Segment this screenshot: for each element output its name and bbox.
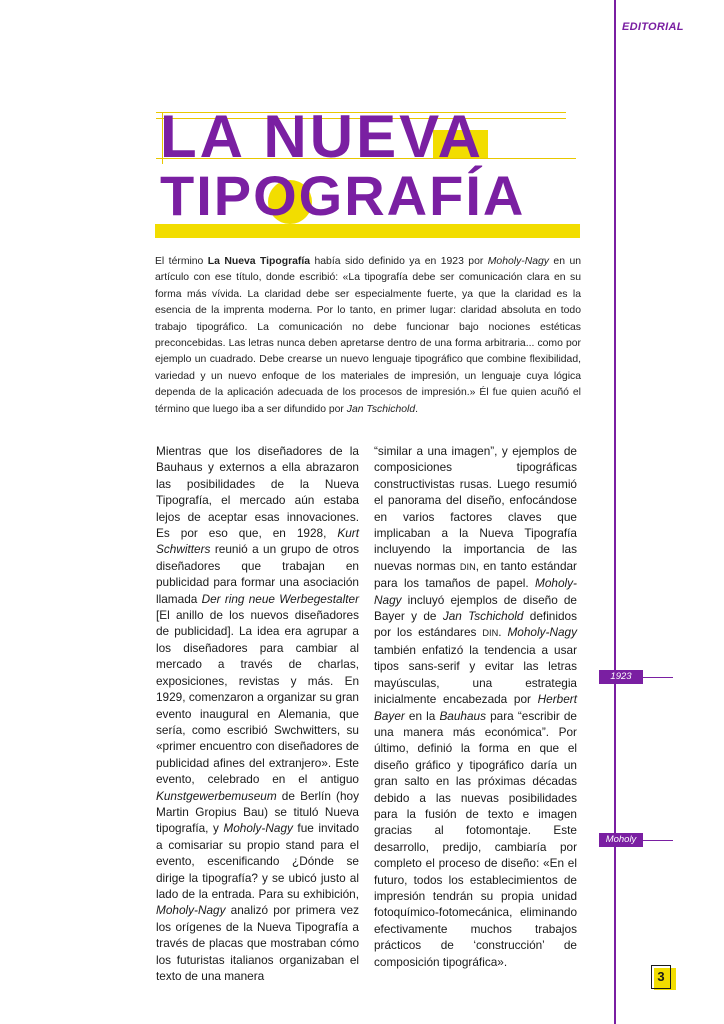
- text-run: definidos por los estándares: [374, 609, 578, 640]
- text-run: de Berlín (hoy Martin Gropius Bau) se tituló Nueva tipografía, y: [156, 788, 359, 836]
- text-run: , en tanto estándar para los tamaños de papel.: [374, 558, 577, 591]
- text-run: para “escribir de una manera más económica”. Por último, definió la forma en que el diseño gráfico y tipográfico daría un gran salto en las próximas décadas debido a las nuevas posibilidades para la fusión de texto e imagen gracias al fotomontaje. Este desarrollo, predijo, cambiaría por completo el proceso de diseño: «En el futuro, todos los establecimientos de impresión tendrán su propia unidad fotoquímico-fotomecánica, eliminando efectivamente muchos trabajos prácticos de ‘construcción’ de composición tipográfica».: [374, 708, 577, 969]
- italic-text: Moholy-Nagy: [156, 903, 226, 918]
- small-caps-text: DIN: [459, 561, 476, 572]
- text-run: .: [498, 625, 508, 640]
- small-caps-text: DIN: [482, 628, 499, 639]
- title-line-2: TIPOGRAFÍA: [160, 164, 526, 227]
- text-run: en la: [404, 708, 440, 723]
- text-run: Mientras que los diseñadores de la Bauhaus y externos a ella abrazaron las posibilidades de la Nueva Tipografía, el mercado aún estaba lejos de aceptar esas innovaciones. Es por eso que, en 1928,: [156, 444, 359, 541]
- text-run: había sido definido ya en 1923 por: [310, 256, 488, 267]
- italic-text: Jan Tschichold: [442, 609, 524, 624]
- text-run: incluyó ejemplos de diseño de Bayer y de: [374, 592, 577, 624]
- text-run: analizó por primera vez los orígenes de la Nueva Tipografía a través de placas que mostraban cómo los futuristas italianos organizaban el texto de una manera: [156, 903, 359, 983]
- italic-text: Kunstgewerbemuseum: [156, 788, 277, 803]
- side-tag-line: [643, 840, 673, 841]
- side-tag-line: [643, 677, 673, 678]
- bold-text: La Nueva Tipografía: [207, 256, 311, 267]
- italic-text: Moholy-Nagy: [374, 576, 577, 607]
- italic-text: Herbert Bayer: [374, 692, 577, 723]
- italic-text: Jan Tschichold: [346, 403, 416, 415]
- text-run: El término: [155, 256, 208, 267]
- italic-text: Moholy-Nagy: [223, 821, 293, 836]
- intro-paragraph: [155, 254, 581, 418]
- text-run: .: [415, 403, 419, 415]
- italic-text: Der ring neue Werbegestalter: [201, 591, 359, 606]
- text-run: en un artículo con ese título, donde escribió: «La tipografía debe ser comunicación clara en su forma más vívida. La claridad debe ser especialmente fuerte, ya que la claridad es la esencia de la imprenta moderna. Por lo tanto, en primer lugar: claridad absoluta en todo trabajo tipográfico. La comunicación no debe funcionar bajo nociones estéticas preconcebidas. Las letras nunca deben apretarse dentro de una forma arbitraria... como por ejemplo un cuadrado. Debe crearse un nuevo lenguaje tipográfico que combine flexibilidad, variedad y un nuevo enfoque de los materiales de impresión, un lenguaje cuya lógica dependa de la aplicación adecuada de los procesos de impresión.» Él fue quien acuñó el término que luego iba a ser difundido por: [155, 256, 581, 415]
- margin-rule: [614, 0, 616, 1024]
- text-run: también enfatizó la tendencia a usar tipos sans-serif y evitar las letras mayúsculas, una estrategia inicialmente encabezada por: [374, 642, 577, 707]
- side-tag-year: 1923: [599, 670, 643, 684]
- text-run: fue invitado a comisariar su propio stand para el evento, escenificando ¿Dónde se dirige la tipografía? y se ubicó justo al lado de la entrada. Para su exhibición,: [156, 821, 359, 901]
- title-line-1: LA NUEVA: [160, 103, 484, 170]
- italic-text: Moholy-Nagy: [487, 256, 549, 267]
- text-run: reunió a un grupo de otros diseñadores que trabajan en publicidad para formar una asociación llamada: [156, 542, 359, 606]
- page-number: 3: [651, 965, 671, 989]
- italic-text: Bauhaus: [439, 708, 487, 723]
- text-run: [El anillo de los nuevos diseñadores de publicidad]. La idea era agrupar a los diseñadores para cambiar al mercado a través de charlas, exposiciones, revistas y más. En 1929, comenzaron a organizar su gran evento inaugural en Alemania, que sería, como escribió Swchwitters, su «primer encuentro con diseñadores de publicidad afines del extranjero». Este evento, celebrado en el antiguo: [156, 608, 359, 787]
- body-column-right: [374, 443, 577, 970]
- text-run: “similar a una imagen”, y ejemplos de composiciones tipográficas constructivistas rusas. Luego resumió el panorama del diseño, enfocándose en varios factores claves que implicaban a la Nueva Tipografía incluyendo la importancia de las nuevas normas: [374, 444, 577, 573]
- italic-text: Moholy-Nagy: [507, 625, 577, 640]
- side-tag-name: Moholy: [599, 833, 643, 847]
- italic-text: Kurt Schwitters: [156, 526, 359, 557]
- section-label: EDITORIAL: [622, 21, 684, 33]
- body-column-left: [156, 443, 359, 984]
